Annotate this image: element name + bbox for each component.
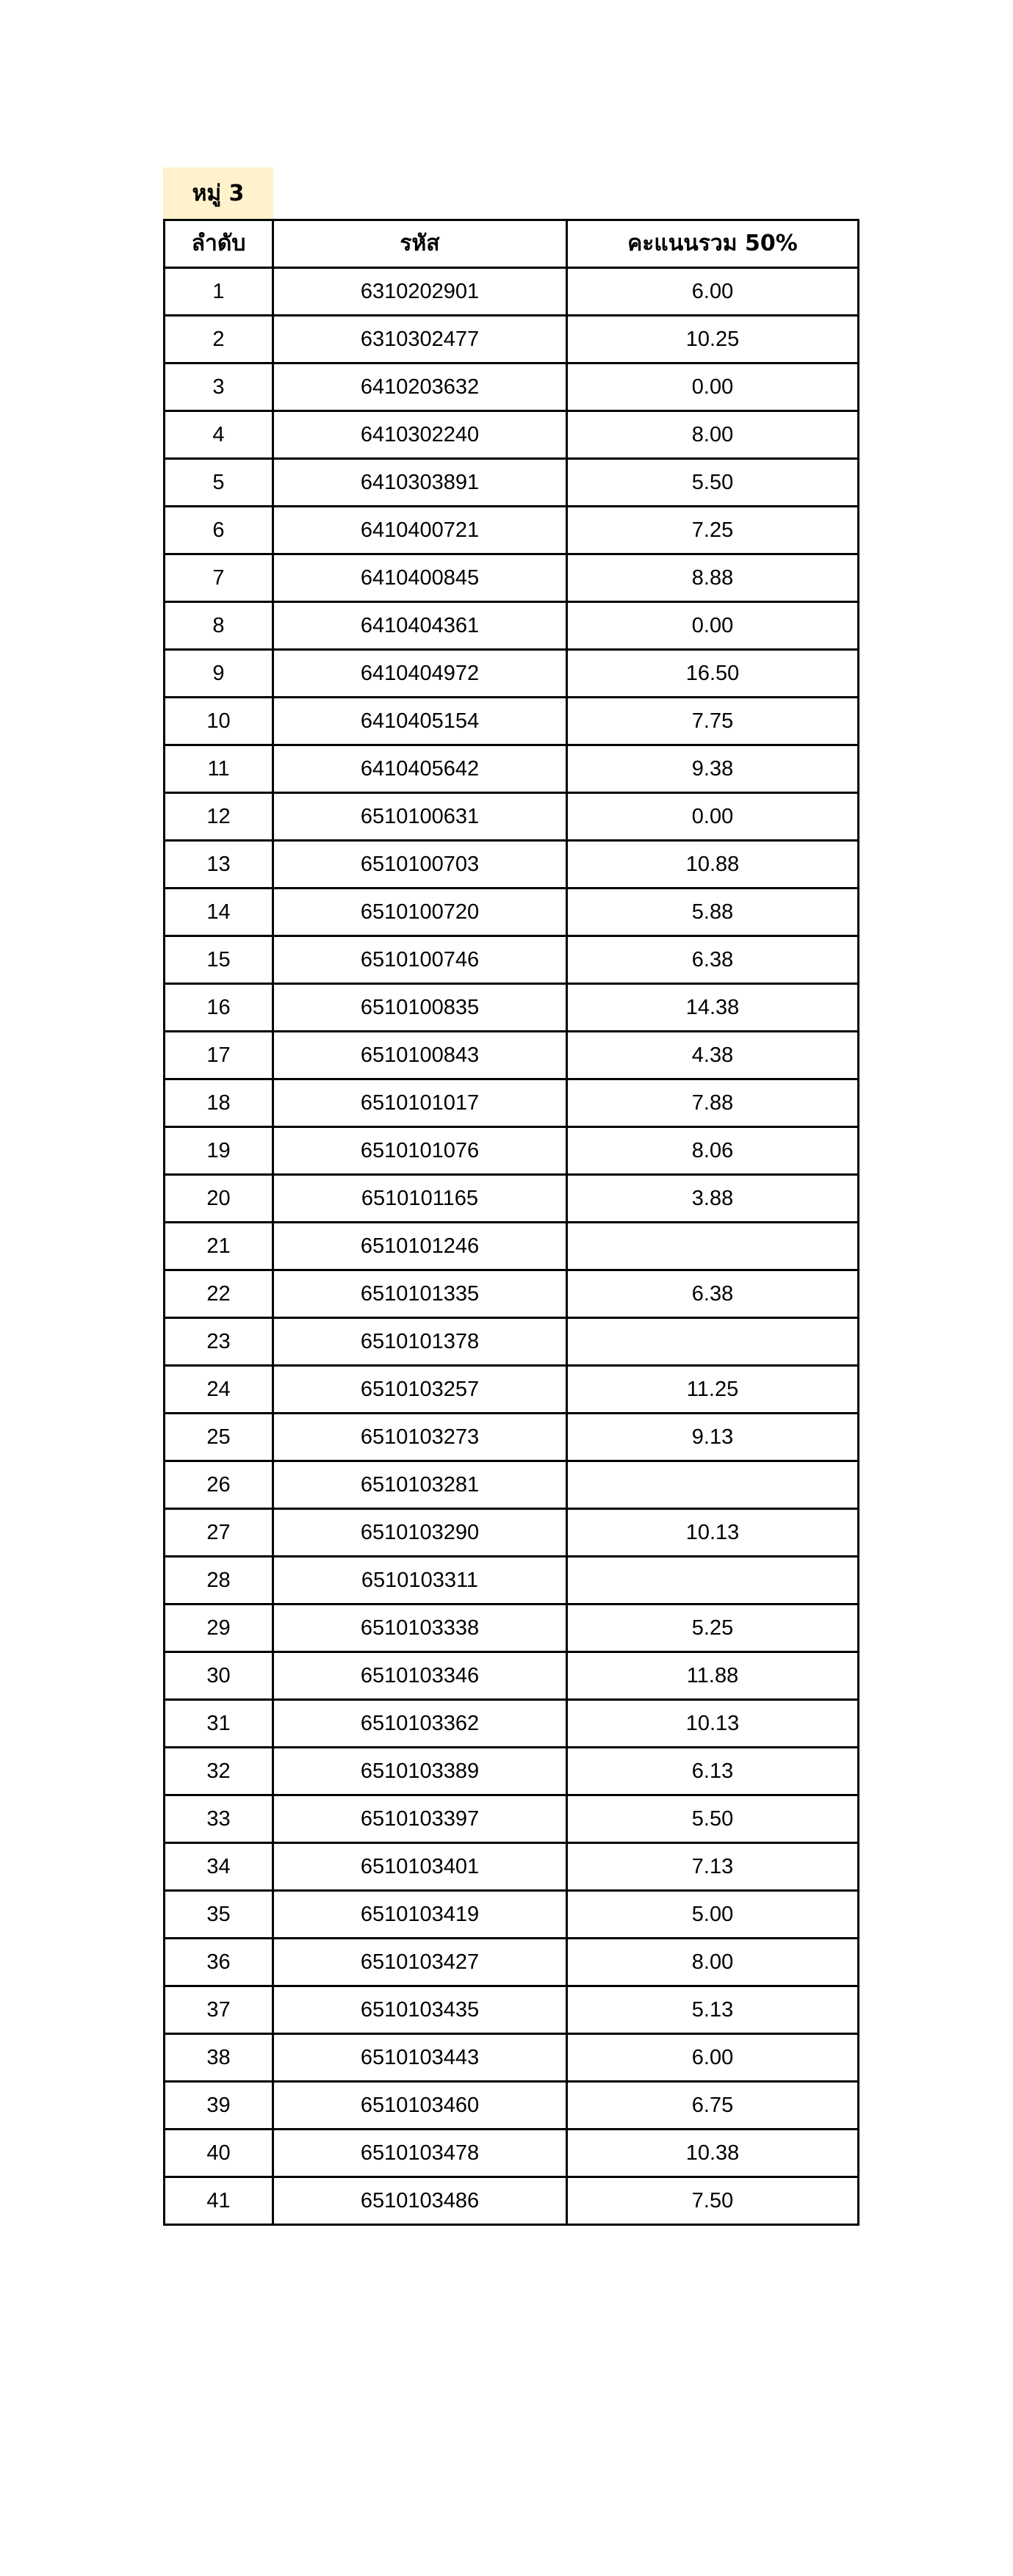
table-row — [165, 1414, 859, 1461]
cell-order: 38 — [165, 2034, 273, 2082]
table-row — [165, 1270, 859, 1318]
cell-order: 36 — [165, 1939, 273, 1986]
cell-score: 6.38 — [567, 936, 859, 984]
cell-order: 19 — [165, 1127, 273, 1175]
cell-order: 22 — [165, 1270, 273, 1318]
table-row — [165, 1223, 859, 1270]
cell-order: 17 — [165, 1032, 273, 1079]
cell-student-id: 6510100746 — [273, 936, 567, 984]
cell-score: 7.25 — [567, 507, 859, 554]
table-row — [165, 1509, 859, 1557]
cell-score: 10.88 — [567, 841, 859, 889]
cell-order: 14 — [165, 889, 273, 936]
cell-score: 7.75 — [567, 698, 859, 745]
cell-score: 14.38 — [567, 984, 859, 1032]
cell-student-id: 6510103397 — [273, 1795, 567, 1843]
table-row — [165, 1079, 859, 1127]
table-row — [165, 1939, 859, 1986]
cell-order: 21 — [165, 1223, 273, 1270]
cell-score: 7.50 — [567, 2177, 859, 2225]
table-row — [165, 1891, 859, 1939]
table-row — [165, 316, 859, 363]
cell-score: 0.00 — [567, 602, 859, 650]
cell-order: 37 — [165, 1986, 273, 2034]
cell-order: 3 — [165, 363, 273, 411]
cell-score: 3.88 — [567, 1175, 859, 1223]
column-header-score: คะแนนรวม 50% — [567, 220, 859, 268]
cell-order: 13 — [165, 841, 273, 889]
cell-score: 11.25 — [567, 1366, 859, 1414]
cell-student-id: 6510103419 — [273, 1891, 567, 1939]
cell-student-id: 6410203632 — [273, 363, 567, 411]
table-row — [165, 459, 859, 507]
cell-student-id: 6310302477 — [273, 316, 567, 363]
table-row — [165, 1843, 859, 1891]
table-row — [165, 411, 859, 459]
table-row — [165, 363, 859, 411]
table-row — [165, 1557, 859, 1604]
cell-order: 31 — [165, 1700, 273, 1748]
table-row — [165, 507, 859, 554]
cell-score — [567, 1223, 859, 1270]
cell-student-id: 6510103427 — [273, 1939, 567, 1986]
cell-order: 29 — [165, 1604, 273, 1652]
cell-order: 40 — [165, 2130, 273, 2177]
cell-student-id: 6410405154 — [273, 698, 567, 745]
cell-student-id: 6510100835 — [273, 984, 567, 1032]
cell-student-id: 6510100703 — [273, 841, 567, 889]
cell-student-id: 6510100631 — [273, 793, 567, 841]
cell-student-id: 6510100720 — [273, 889, 567, 936]
table-row — [165, 984, 859, 1032]
table-row — [165, 554, 859, 602]
cell-order: 8 — [165, 602, 273, 650]
cell-student-id: 6410400721 — [273, 507, 567, 554]
cell-order: 10 — [165, 698, 273, 745]
table-row — [165, 1604, 859, 1652]
table-row — [165, 2177, 859, 2225]
table-row — [165, 268, 859, 316]
cell-score: 10.38 — [567, 2130, 859, 2177]
cell-student-id: 6410405642 — [273, 745, 567, 793]
cell-order: 25 — [165, 1414, 273, 1461]
cell-student-id: 6510101335 — [273, 1270, 567, 1318]
cell-score — [567, 1318, 859, 1366]
cell-student-id: 6510103486 — [273, 2177, 567, 2225]
cell-student-id: 6410404972 — [273, 650, 567, 698]
cell-score: 16.50 — [567, 650, 859, 698]
cell-score: 10.13 — [567, 1509, 859, 1557]
cell-order: 23 — [165, 1318, 273, 1366]
cell-order: 34 — [165, 1843, 273, 1891]
cell-order: 4 — [165, 411, 273, 459]
cell-order: 26 — [165, 1461, 273, 1509]
cell-order: 30 — [165, 1652, 273, 1700]
cell-student-id: 6510101165 — [273, 1175, 567, 1223]
cell-score: 4.38 — [567, 1032, 859, 1079]
cell-score: 8.06 — [567, 1127, 859, 1175]
cell-student-id: 6510103290 — [273, 1509, 567, 1557]
cell-order: 1 — [165, 268, 273, 316]
cell-student-id: 6510103389 — [273, 1748, 567, 1795]
cell-score: 7.13 — [567, 1843, 859, 1891]
cell-order: 9 — [165, 650, 273, 698]
table-row — [165, 1175, 859, 1223]
cell-student-id: 6510101017 — [273, 1079, 567, 1127]
cell-score: 7.88 — [567, 1079, 859, 1127]
cell-score: 9.13 — [567, 1414, 859, 1461]
cell-order: 7 — [165, 554, 273, 602]
cell-student-id: 6510103273 — [273, 1414, 567, 1461]
cell-score: 9.38 — [567, 745, 859, 793]
cell-score: 6.00 — [567, 268, 859, 316]
cell-student-id: 6510103435 — [273, 1986, 567, 2034]
table-row — [165, 2130, 859, 2177]
cell-student-id: 6510101378 — [273, 1318, 567, 1366]
cell-score: 6.75 — [567, 2082, 859, 2130]
table-row — [165, 889, 859, 936]
cell-student-id: 6410303891 — [273, 459, 567, 507]
cell-order: 33 — [165, 1795, 273, 1843]
table-row — [165, 793, 859, 841]
cell-student-id: 6510103257 — [273, 1366, 567, 1414]
cell-score — [567, 1461, 859, 1509]
cell-score: 8.88 — [567, 554, 859, 602]
cell-order: 32 — [165, 1748, 273, 1795]
table-row — [165, 698, 859, 745]
cell-student-id: 6510103362 — [273, 1700, 567, 1748]
cell-student-id: 6510101246 — [273, 1223, 567, 1270]
cell-student-id: 6410404361 — [273, 602, 567, 650]
column-header-id: รหัส — [273, 220, 567, 268]
table-row — [165, 1366, 859, 1414]
table-row — [165, 602, 859, 650]
table-row — [165, 1127, 859, 1175]
cell-score: 11.88 — [567, 1652, 859, 1700]
cell-order: 41 — [165, 2177, 273, 2225]
table-body — [165, 268, 859, 2225]
cell-order: 6 — [165, 507, 273, 554]
cell-score: 8.00 — [567, 411, 859, 459]
cell-score: 10.13 — [567, 1700, 859, 1748]
cell-student-id: 6410400845 — [273, 554, 567, 602]
cell-score: 6.38 — [567, 1270, 859, 1318]
cell-order: 18 — [165, 1079, 273, 1127]
cell-student-id: 6510103346 — [273, 1652, 567, 1700]
cell-score — [567, 1557, 859, 1604]
cell-score: 5.88 — [567, 889, 859, 936]
cell-order: 2 — [165, 316, 273, 363]
table-row — [165, 2082, 859, 2130]
group-label: หมู่ 3 — [163, 167, 273, 219]
cell-student-id: 6510100843 — [273, 1032, 567, 1079]
cell-order: 35 — [165, 1891, 273, 1939]
cell-student-id: 6510103281 — [273, 1461, 567, 1509]
cell-student-id: 6510103443 — [273, 2034, 567, 2082]
table-row — [165, 1032, 859, 1079]
column-header-order: ลำดับ — [165, 220, 273, 268]
cell-order: 24 — [165, 1366, 273, 1414]
table-header-row — [165, 220, 859, 268]
table-row — [165, 1461, 859, 1509]
cell-student-id: 6510103460 — [273, 2082, 567, 2130]
table-row — [165, 2034, 859, 2082]
cell-student-id: 6510103401 — [273, 1843, 567, 1891]
cell-student-id: 6510103478 — [273, 2130, 567, 2177]
cell-order: 12 — [165, 793, 273, 841]
cell-order: 16 — [165, 984, 273, 1032]
cell-order: 11 — [165, 745, 273, 793]
cell-student-id: 6310202901 — [273, 268, 567, 316]
table-row — [165, 745, 859, 793]
cell-score: 0.00 — [567, 793, 859, 841]
cell-score: 6.13 — [567, 1748, 859, 1795]
cell-score: 5.00 — [567, 1891, 859, 1939]
cell-score: 5.50 — [567, 459, 859, 507]
cell-order: 28 — [165, 1557, 273, 1604]
cell-order: 15 — [165, 936, 273, 984]
cell-score: 6.00 — [567, 2034, 859, 2082]
cell-score: 0.00 — [567, 363, 859, 411]
cell-score: 8.00 — [567, 1939, 859, 1986]
cell-student-id: 6510101076 — [273, 1127, 567, 1175]
table-row — [165, 1652, 859, 1700]
cell-student-id: 6510103311 — [273, 1557, 567, 1604]
cell-score: 5.13 — [567, 1986, 859, 2034]
cell-score: 10.25 — [567, 316, 859, 363]
cell-score: 5.50 — [567, 1795, 859, 1843]
cell-order: 5 — [165, 459, 273, 507]
cell-order: 20 — [165, 1175, 273, 1223]
cell-score: 5.25 — [567, 1604, 859, 1652]
cell-student-id: 6410302240 — [273, 411, 567, 459]
cell-order: 39 — [165, 2082, 273, 2130]
table-row — [165, 1795, 859, 1843]
table-row — [165, 841, 859, 889]
table-row — [165, 936, 859, 984]
table-row — [165, 1318, 859, 1366]
cell-student-id: 6510103338 — [273, 1604, 567, 1652]
table-row — [165, 1986, 859, 2034]
table-row — [165, 650, 859, 698]
cell-order: 27 — [165, 1509, 273, 1557]
table-row — [165, 1748, 859, 1795]
table-row — [165, 1700, 859, 1748]
score-table — [163, 219, 859, 2226]
